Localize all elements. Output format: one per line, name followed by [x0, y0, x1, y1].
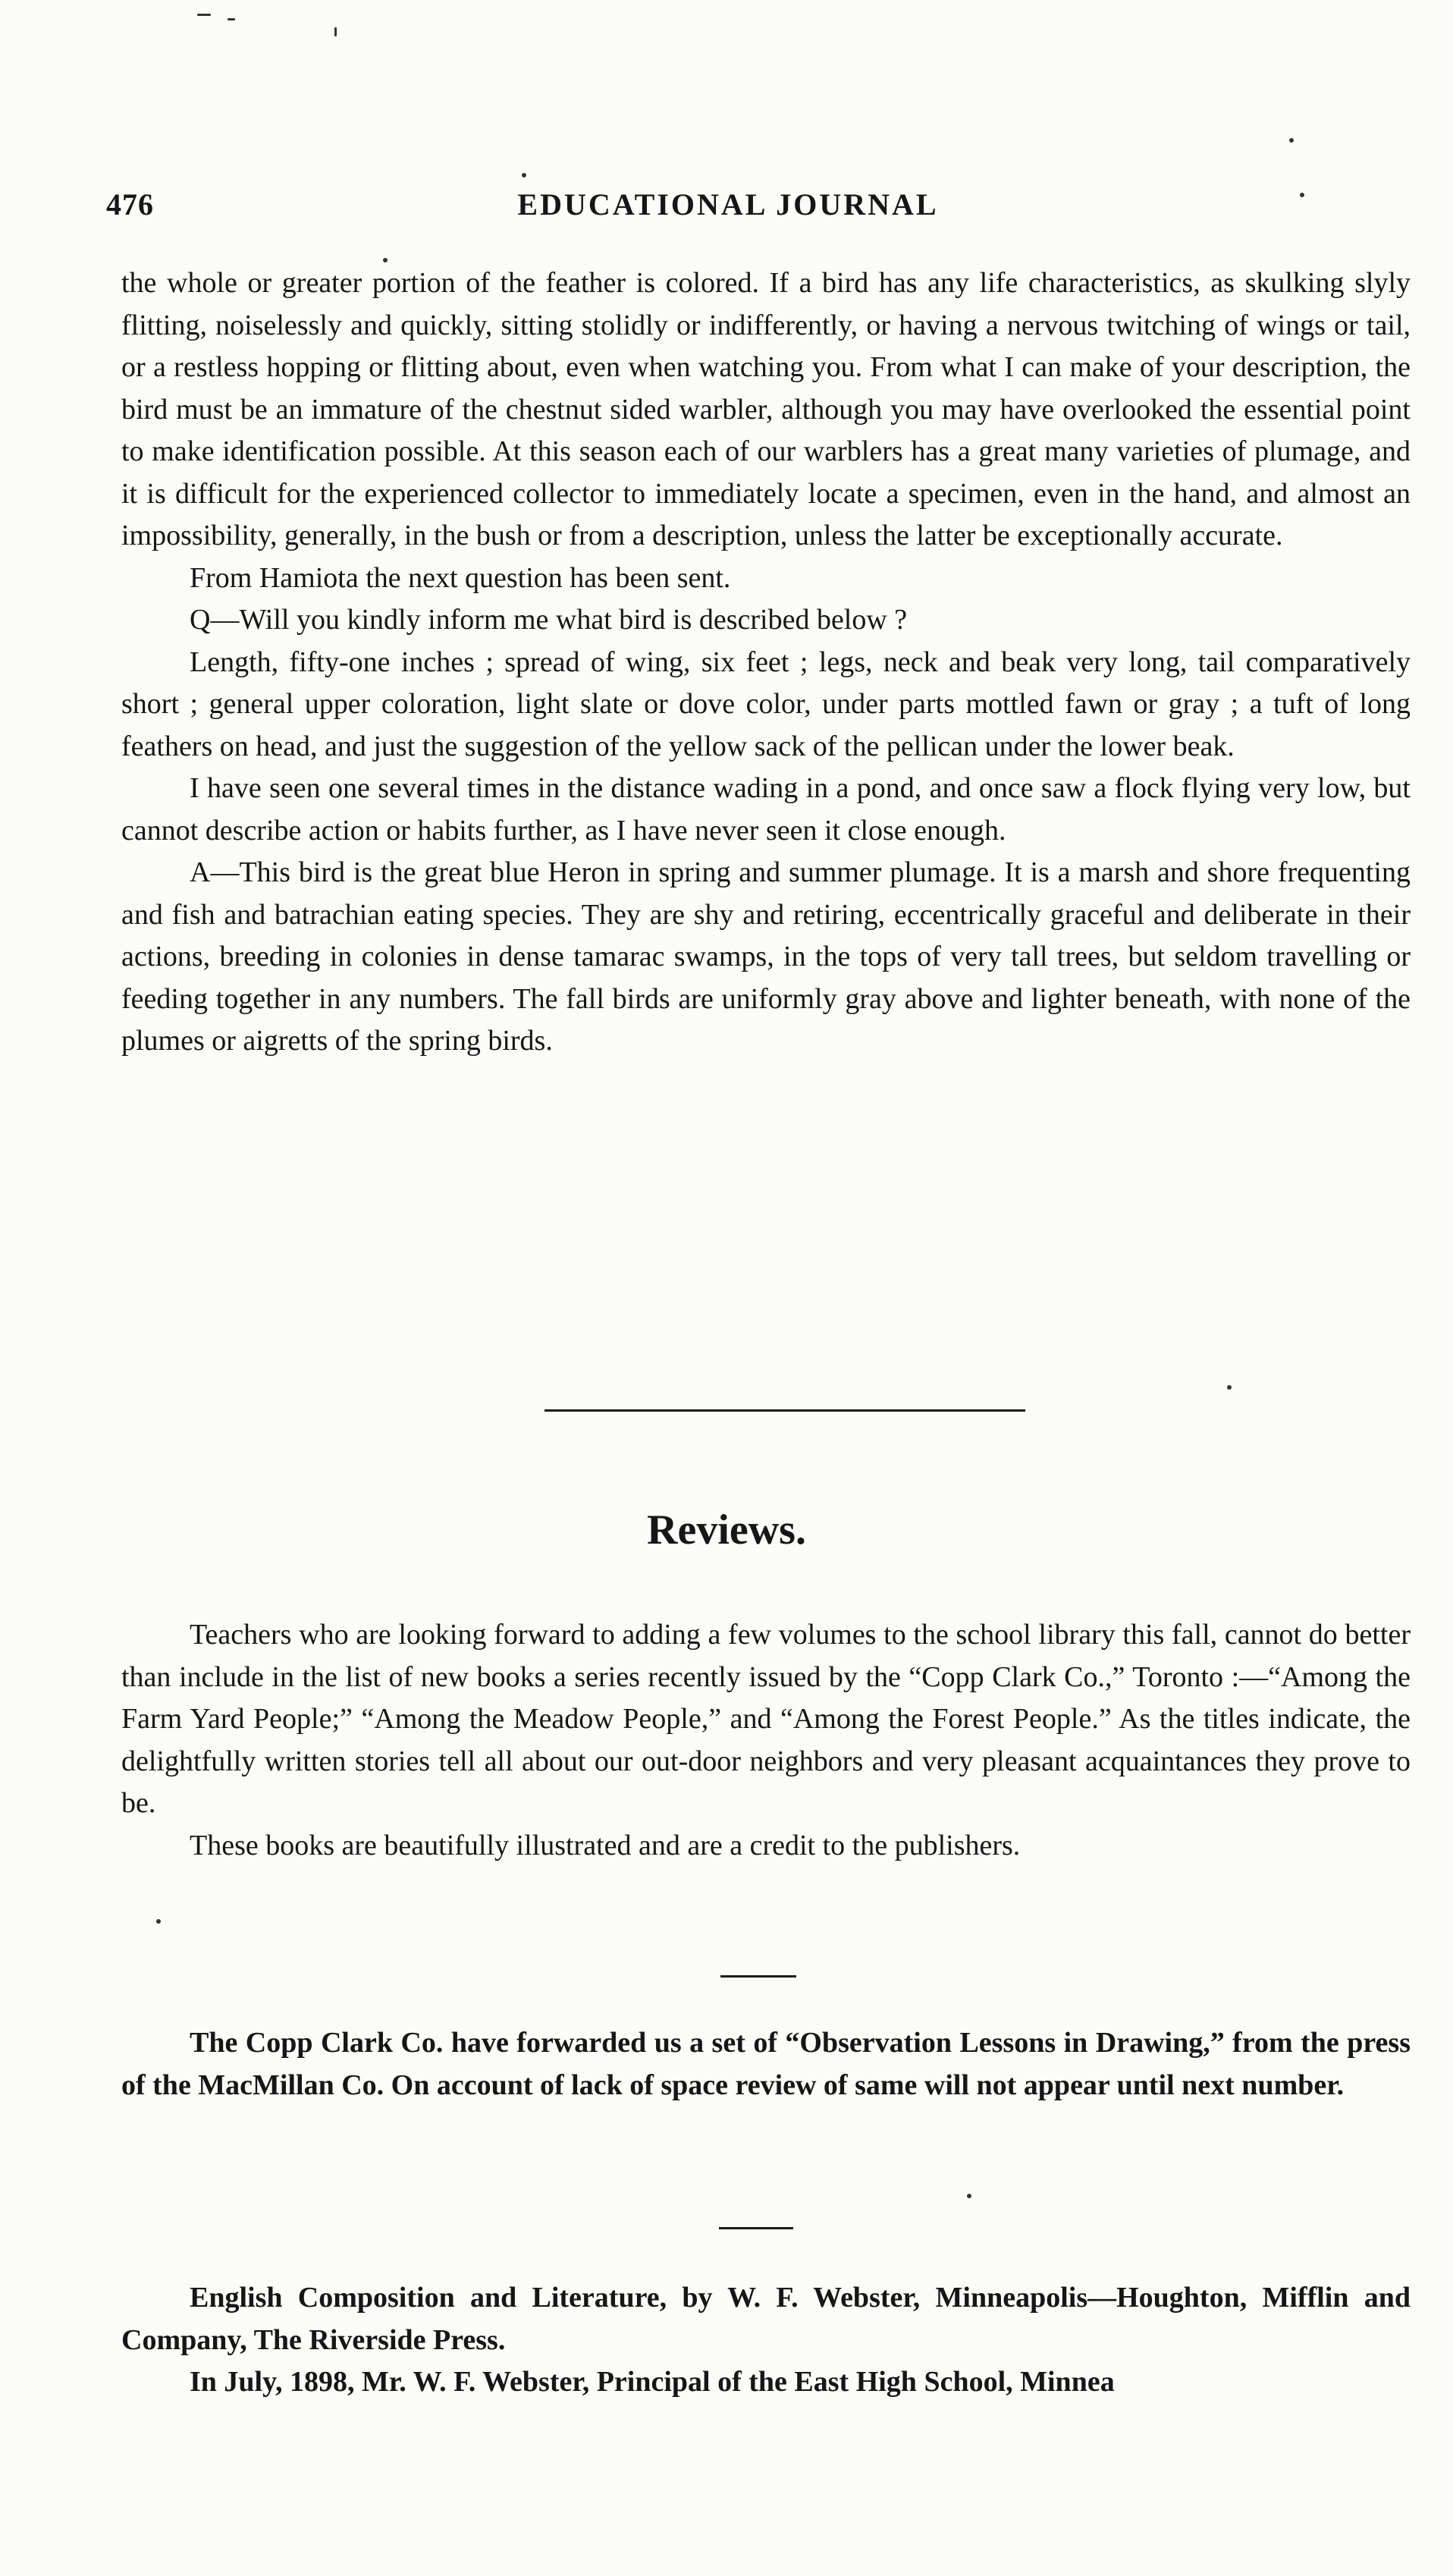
- paragraph: the whole or greater portion of the feather is colored. If a bird has any life characteristics, as skulking slyly flitting, noiselessly and quickly, sitting stolidly or indifferently, or having a nervous twitching of wings or tail, or a restless hopping or flitting about, even when watching you. From what I can make of your description, the bird must be an immature of the chestnut sided warbler, although you may have overlooked the essential point to make identification possible. At this season each of our warblers has a great many varieties of plumage, and it is difficult for the experienced collector to immediately locate a specimen, even in the hand, and almost an impossibility, generally, in the bush or from a description, unless the latter be exceptionally accurate.: [121, 267, 1411, 551]
- print-speck: [967, 2194, 971, 2198]
- review-divider: [720, 1975, 796, 1978]
- paragraph: English Composition and Literature, by W. F. Webster, Minneapolis—Houghton, Mifflin and Company, The Riverside Press.: [121, 2282, 1411, 2356]
- running-head: EDUCATIONAL JOURNAL: [517, 187, 939, 221]
- paragraph: I have seen one several times in the distance wading in a pond, and once saw a flock flying very low, but cannot describe action or habits further, as I have never seen it close enough.: [121, 772, 1411, 847]
- print-speck: [197, 14, 211, 16]
- print-speck: [522, 173, 526, 177]
- paragraph: In July, 1898, Mr. W. F. Webster, Principal of the East High School, Minnea: [190, 2366, 1115, 2398]
- answer: A—This bird is the great blue Heron in spring and summer plumage. It is a marsh and shore frequenting and fish and batrachian eating species. They are shy and retiring, eccentrically graceful and deliberate in their actions, breeding in colonies in dense tamarac swamps, in the tops of very tall trees, but seldom travelling or feeding together in any numbers. The fall birds are uniformly gray above and lighter beneath, with none of the plumes or aigretts of the spring birds.: [121, 856, 1411, 1057]
- paragraph: Teachers who are looking forward to adding a few volumes to the school library this fall, cannot do better than include in the list of new books a series recently issued by the “Copp Clark Co.,” Toronto :—“Among the Farm Yard People;” “Among the Meadow People,” and “Among the Forest People.” As the titles indicate, the delightfully written stories tell all about our out-door neighbors and very pleasant acquaintances they prove to be.: [121, 1619, 1411, 1819]
- print-speck: [228, 18, 235, 20]
- print-speck: [334, 27, 337, 36]
- reviews-heading: Reviews.: [647, 1506, 806, 1553]
- review-divider: [719, 2227, 793, 2229]
- paragraph: These books are beautifully illustrated and are a credit to the publishers.: [190, 1829, 1021, 1861]
- print-speck: [1227, 1385, 1232, 1390]
- review-english-composition: [121, 2277, 1411, 2404]
- question: Q—Will you kindly inform me what bird is described below ?: [190, 604, 908, 636]
- page-number: 476: [106, 187, 154, 221]
- review-observation-lessons: [121, 2022, 1411, 2106]
- print-speck: [156, 1919, 161, 1924]
- paragraph: Length, fifty-one inches ; spread of wing, six feet ; legs, neck and beak very long, tail comparatively short ; general upper coloration, light slate or dove color, under parts mottled fawn or gray ; a tuft of long feathers on head, and just the suggestion of the yellow sack of the pellican under the lower beak.: [121, 646, 1411, 762]
- article-body: [121, 262, 1411, 1063]
- review-copp-clark-series: [121, 1614, 1411, 1867]
- print-speck: [1289, 138, 1294, 143]
- section-divider: [544, 1409, 1025, 1412]
- page-header: [106, 187, 1350, 232]
- paragraph: The Copp Clark Co. have forwarded us a set of “Observation Lessons in Drawing,” from the press of the MacMillan Co. On account of lack of space review of same will not appear until next number.: [121, 2027, 1411, 2101]
- paragraph: From Hamiota the next question has been sent.: [190, 561, 731, 594]
